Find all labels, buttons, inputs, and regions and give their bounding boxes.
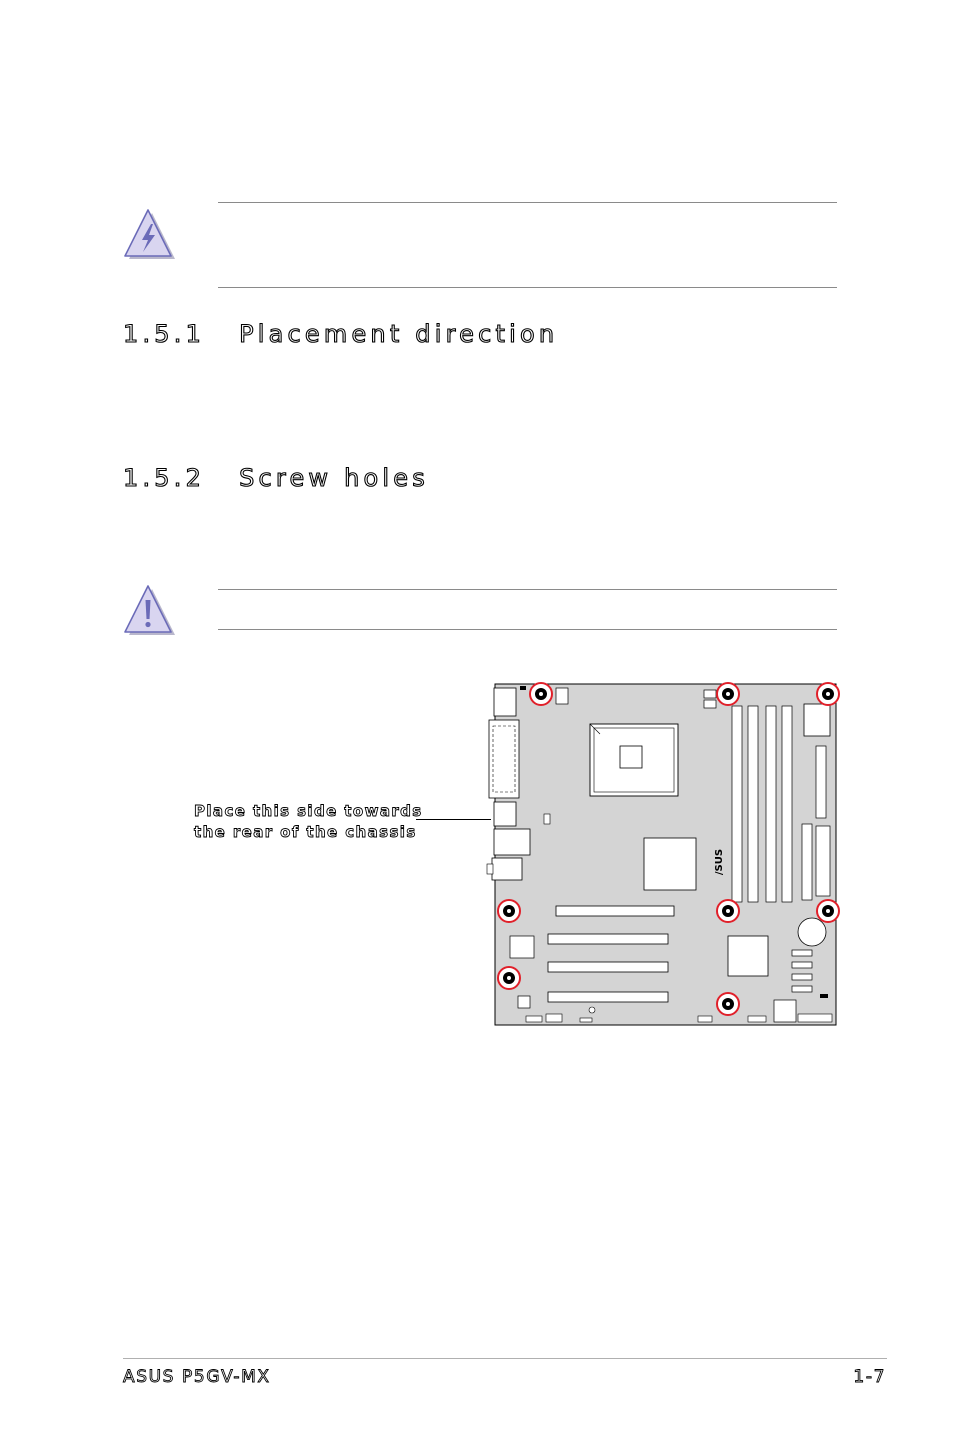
northbridge-chip — [644, 838, 696, 890]
ps2-port — [494, 688, 516, 716]
motherboard-diagram — [486, 676, 846, 1032]
screw-hole-middle-left — [498, 900, 520, 922]
section-heading-placement — [123, 320, 558, 348]
screw-hole-top-middle — [717, 683, 739, 705]
caution-rule-lower — [218, 629, 837, 630]
ide-connector-1 — [816, 746, 826, 818]
dimm-slot-a1 — [732, 706, 742, 902]
lan-port — [494, 829, 530, 855]
sata-connector-2 — [792, 962, 812, 968]
section-title-screw-holes: Screw holes — [239, 464, 429, 492]
section-title-placement: Placement direction — [239, 320, 559, 348]
southbridge-chip — [728, 936, 768, 976]
footer-page-number: 1-7 — [853, 1367, 886, 1387]
callout-line-1: Place this side towards — [194, 802, 423, 820]
board-logo: /SUS — [714, 848, 725, 876]
pci-slot-1 — [548, 934, 668, 944]
dimm-slot-b1 — [766, 706, 776, 902]
section-number-screw-holes: 1.5.2 — [123, 464, 206, 492]
atx-power-connector — [804, 704, 830, 736]
sata-connector-3 — [792, 974, 812, 980]
sata-connector-1 — [792, 950, 812, 956]
footer-product-name: ASUS P5GV-MX — [123, 1367, 271, 1387]
sata-connector-4 — [792, 986, 812, 992]
section-heading-screw-holes — [123, 464, 429, 492]
audio-port — [492, 858, 522, 880]
caution-exclamation-icon — [120, 583, 178, 639]
rear-chassis-callout — [194, 801, 423, 843]
section-number-placement: 1.5.1 — [123, 320, 206, 348]
pci-slot-2 — [548, 962, 668, 972]
screw-hole-middle-center — [717, 900, 739, 922]
pci-slot-3 — [548, 992, 668, 1002]
ide-connector-2 — [802, 824, 812, 900]
usb-port — [494, 802, 516, 826]
screw-hole-bottom-center — [717, 993, 739, 1015]
audio-chip — [510, 936, 534, 958]
callout-leader-line — [416, 819, 491, 820]
screw-hole-lower-left — [498, 967, 520, 989]
top-warning-rule-upper — [218, 202, 837, 203]
pcie-x16-slot — [556, 906, 674, 916]
screw-hole-middle-right — [817, 900, 839, 922]
screw-hole-top-right — [817, 683, 839, 705]
parallel-port — [489, 720, 519, 798]
floppy-connector — [816, 826, 830, 896]
dimm-slot-a2 — [748, 706, 758, 902]
screw-hole-top-left — [530, 683, 552, 705]
caution-rule-upper — [218, 589, 837, 590]
electrical-hazard-icon — [120, 207, 178, 263]
top-warning-rule-lower — [218, 287, 837, 288]
callout-line-2: the rear of the chassis — [194, 823, 417, 841]
cmos-battery — [798, 918, 826, 946]
footer-rule — [123, 1358, 887, 1359]
dimm-slot-b2 — [782, 706, 792, 902]
